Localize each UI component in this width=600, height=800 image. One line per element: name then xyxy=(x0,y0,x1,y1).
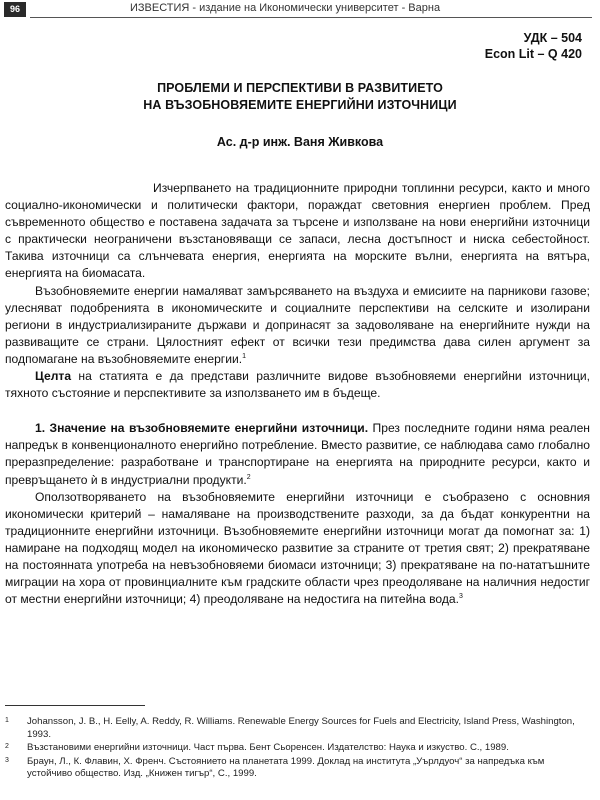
paragraph-5 xyxy=(5,489,590,609)
footnote-3-number: 3 xyxy=(5,756,9,764)
footnotes xyxy=(5,716,590,782)
paragraph-3-lead: Целта xyxy=(35,369,72,384)
paragraph-1 xyxy=(5,180,590,283)
paragraph-5-text: Оползотворяването на възобновяемите енергийни източници е съобразено с основния икономически критерий – намаляване на производствените разходи, за да бъдат конкурентни на традиционните енергийни източници. Възобновяемите енергийни източници могат да помогнат за: 1) намиране на подходящ модел на икономическо развитие за страните от третия свят; 2) прекратяване на постоянната употреба на невъзобновяеми биомаси източници; 3) прекратяване на по-нататъшните миграции на хора от провинциалните към градските области чрез преодоляване на наличния недостиг от местни енергийни източници; 4) преодоляване на недостига на питейна вода. xyxy=(5,489,590,607)
footnote-ref-3[interactable]: 3 xyxy=(459,593,463,601)
paragraph-4-text: През последните години няма реален напредък в конвенционалното енергийно потребление. Вместо развитие, се наблюдава само глобално преразпределение: разработване и транспортиране на енергията на природните ресурси, както и превръщането ѝ в индустриални продукти. xyxy=(5,421,590,487)
paragraph-4 xyxy=(5,420,590,488)
title-line-1: ПРОБЛЕМИ И ПЕРСПЕКТИВИ В РАЗВИТИЕТО xyxy=(157,81,443,95)
footnote-ref-1[interactable]: 1 xyxy=(242,352,246,360)
page-header xyxy=(0,0,600,20)
section-heading-1: 1. Значение на възобновяемите енергийни източници. xyxy=(35,421,369,436)
article-body xyxy=(5,180,590,608)
paragraph-3-text: на статията е да представи различните видове възобновяеми енергийни източници, тяхното състояние и перспективите за използването им в бъдеще. xyxy=(5,369,590,401)
paragraph-2 xyxy=(5,283,590,368)
paragraph-1-text: Изчерпването на традиционните природни топлинни ресурси, както и много социално-икономически и политически фактори, пораждат световния енергиен проблем. Пред съвременното общество е поставена задачата за търсене и използване на нови енергийни източници с практически неограничени възстановяващи се запаси, лесна достъпност и ниска себестойност. Такива източници са слънчевата енергия, енергията на морските вълни, енергията на вятъра, енергията на биомасата. xyxy=(5,181,590,281)
page-number: 96 xyxy=(4,2,26,17)
footnote-ref-2[interactable]: 2 xyxy=(246,473,251,481)
footnote-3 xyxy=(5,756,590,781)
footnote-1-number: 1 xyxy=(5,717,9,724)
econlit-code: Econ Lit – Q 420 xyxy=(484,47,582,61)
classification-codes xyxy=(485,30,582,62)
udk-code: УДК – 504 xyxy=(523,31,582,45)
footnote-2-text: Възстановими енергийни източници. Част първа. Бент Сьоренсен. Издателство: Наука и изкуство. С., 1989. xyxy=(27,742,509,754)
article-title xyxy=(40,80,560,114)
title-line-2: НА ВЪЗОБНОВЯЕМИТЕ ЕНЕРГИЙНИ ИЗТОЧНИЦИ xyxy=(143,98,457,112)
header-rule xyxy=(30,17,592,18)
paragraph-3 xyxy=(5,368,590,402)
footnote-1-text: Johansson, J. B., H. Eelly, A. Reddy, R. Williams. Renewable Energy Sources for Fuels and Electricity, Island Press, Washington, 1993. xyxy=(27,716,575,740)
footnote-2 xyxy=(5,742,590,755)
author-name: Ас. д-р инж. Ваня Живкова xyxy=(216,135,384,149)
footnote-2-number: 2 xyxy=(5,743,9,751)
running-head: ИЗВЕСТИЯ - издание на Икономически университет - Варна xyxy=(130,2,441,14)
paragraph-2-text: Възобновяемите енергии намаляват замърсяването на въздуха и емисиите на парникови газове; улесняват подобренията в икономическите и социалните перспективи на селските и изолирани региони в индустриализираните държави и допринасят за задоволяване на енергийните нужди на развиващите се страни. Цялостният ефект от всички тези предимства дава силен аргумент за подпомагане на възобновяемите енергии. xyxy=(5,283,590,366)
footnote-1 xyxy=(5,716,590,741)
footnote-rule xyxy=(5,705,145,706)
footnote-3-text: Браун, Л., К. Флавин, Х. Френч. Състоянието на планетата 1999. Доклад на института „Уърлдуоч“ за напредъка към устойчиво общество. Изд. „Книжен тигър“, С., 1999. xyxy=(27,755,545,780)
